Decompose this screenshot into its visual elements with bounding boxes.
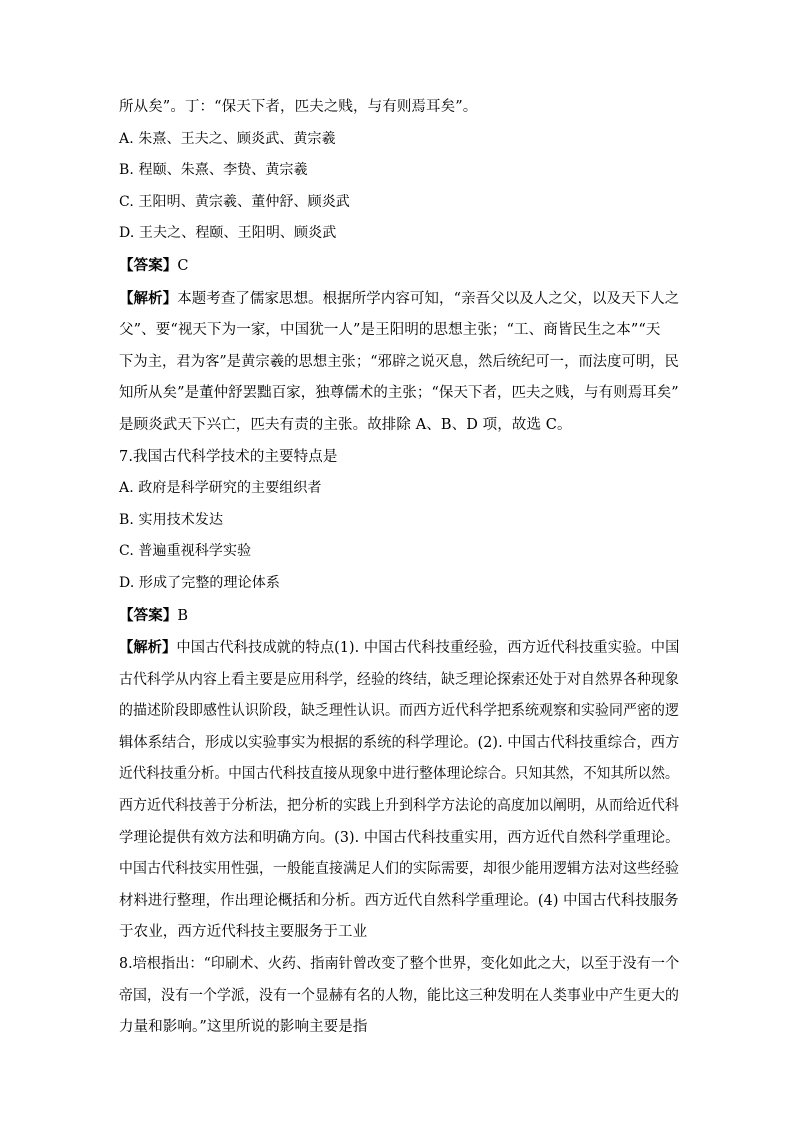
answer-value: B: [177, 607, 189, 624]
question-7-analysis-line: 中国古代科技实用性强，一般能直接满足人们的实际需要，却很少能用逻辑方法对这些经验: [119, 861, 679, 878]
question-6-option-b: B. 程颐、朱熹、李贽、黄宗羲: [119, 162, 308, 179]
question-7-option-a: A. 政府是科学研究的主要组织者: [119, 480, 322, 497]
question-7-answer: [119, 600, 679, 633]
analysis-text: 中国古代科技成就的特点(1). 中国古代科技重经验，西方近代科技重实验。中国: [176, 640, 680, 657]
question-6-option-d: D. 王夫之、程颐、王阳明、顾炎武: [119, 225, 337, 242]
question-7-option-b: B. 实用技术发达: [119, 511, 224, 528]
question-7-stem: 7.我国古代科学技术的主要特点是: [119, 448, 338, 465]
question-8-stem-line: 力量和影响。”这里所说的影响主要是指: [119, 1019, 368, 1036]
document-page: [119, 92, 679, 1044]
question-6-analysis-line: 是顾炎武天下兴亡，匹夫有责的主张。故排除 A、B、D 项，故选 C。: [119, 416, 572, 433]
question-8-stem-line: 帝国，没有一个学派，没有一个显赫有名的人物，能比这三种发明在人类事业中产生更大的: [119, 987, 679, 1004]
question-7-analysis-line: 近代科技重分析。中国古代科技直接从现象中进行整体理论综合。只知其然，不知其所以然。: [119, 766, 679, 783]
question-6-option-c: C. 王阳明、黄宗羲、董仲舒、顾炎武: [119, 193, 350, 210]
analysis-label: 【解析】: [119, 289, 178, 307]
question-6-answer: [119, 250, 679, 283]
question-7-option-d: D. 形成了完整的理论体系: [119, 574, 280, 591]
question-6-analysis-line: 下为主，君为客”是黄宗羲的思想主张；“邪辟之说灭息，然后统纪可一，而法度可明，民: [119, 353, 679, 370]
question-8-stem-line: 8.培根指出：“印刷术、火药、指南针曾改变了整个世界，变化如此之大，以至于没有一个: [119, 956, 680, 973]
question-7-analysis-line: 的描述阶段即感性认识阶段，缺乏理性认识。而西方近代科学把系统观察和实验同严密的逻: [119, 703, 679, 720]
question-7-analysis-line: 于农业，西方近代科技主要服务于工业: [119, 924, 368, 941]
question-7-analysis-line: 古代科学从内容上看主要是应用科学，经验的终结，缺乏理论探索还处于对自然界各种现象: [119, 671, 679, 688]
question-7-analysis-line: 西方近代科技善于分析法，把分析的实践上升到科学方法论的高度加以阐明，从而给近代科: [119, 798, 679, 815]
answer-label: 【答案】: [119, 256, 178, 274]
answer-label: 【答案】: [119, 606, 178, 624]
question-6-stem-tail: 所从矣”。丁：“保天下者，匹夫之贱，与有则焉耳矣”。: [119, 99, 478, 115]
analysis-label: 【解析】: [119, 639, 177, 657]
question-7-analysis-line: 学理论提供有效方法和明确方向。(3). 中国古代科技重实用，西方近代自然科学重理论。: [119, 829, 680, 846]
question-7-option-c: C. 普遍重视科学实验: [119, 543, 252, 560]
question-6-analysis-line: [119, 283, 680, 316]
question-6-option-a: A. 朱熹、王夫之、顾炎武、黄宗羲: [119, 130, 336, 147]
question-6-analysis-line: 父”、要“视天下为一家，中国犹一人”是王阳明的思想主张；“工、商皆民生之本”“天: [119, 322, 661, 339]
question-7-analysis-line: 材料进行整理，作出理论概括和分析。西方近代自然科学重理论。(4) 中国古代科技服务: [119, 892, 679, 909]
question-7-analysis-line: 辑体系结合，形成以实验事实为根据的系统的科学理论。(2). 中国古代科技重综合，西方: [119, 734, 680, 751]
question-7-analysis-line: [119, 632, 680, 665]
analysis-text: 本题考查了儒家思想。根据所学内容可知，“亲吾父以及人之父，以及天下人之: [177, 290, 680, 307]
question-6-analysis-line: 知所从矣”是董仲舒罢黜百家，独尊儒术的主张；“保天下者，匹夫之贱，与有则焉耳矣”: [119, 385, 679, 402]
answer-value: C: [177, 257, 189, 274]
